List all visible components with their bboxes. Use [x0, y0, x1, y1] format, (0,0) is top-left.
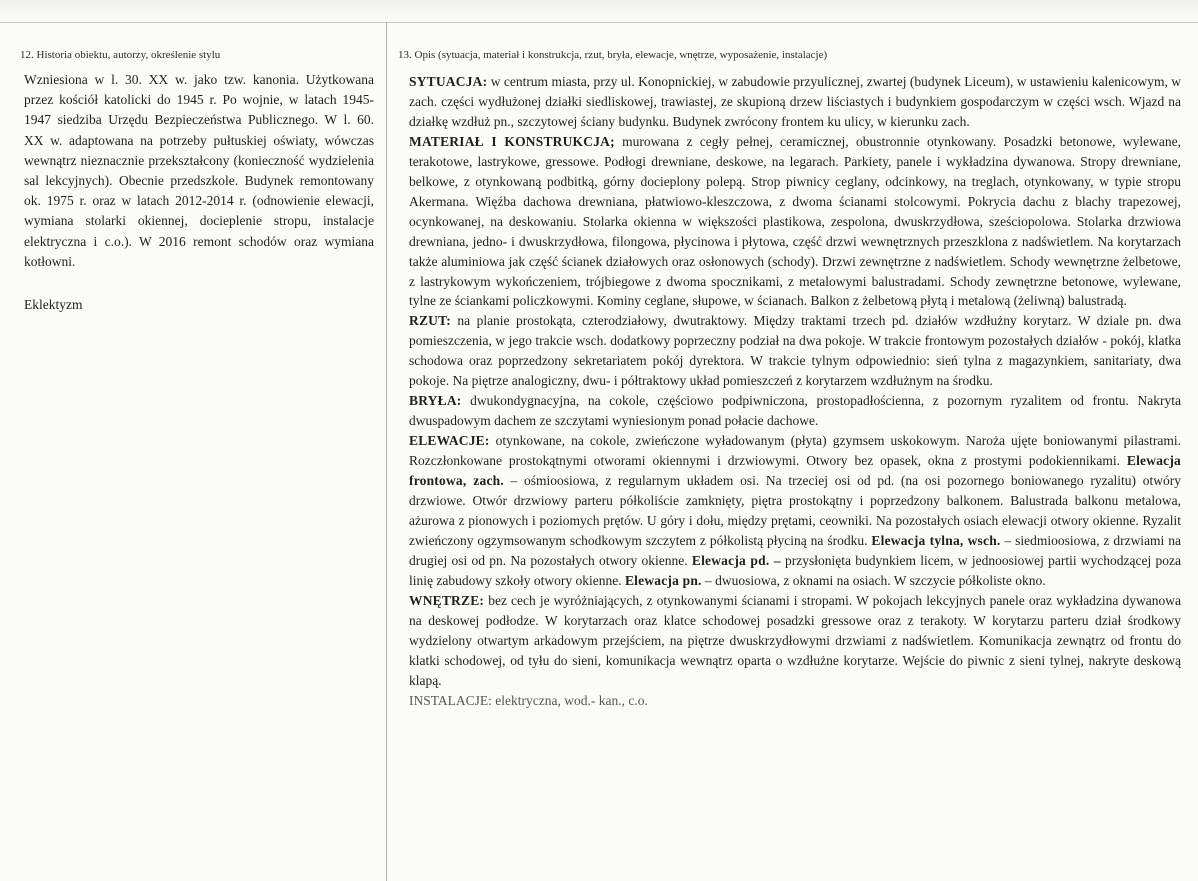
- scan-top-edge: [0, 0, 1198, 20]
- description-heading: 13. Opis (sytuacja, materiał i konstrukcja, rzut, bryła, elewacje, wnętrze, wyposażenie, instalacje): [398, 49, 828, 61]
- section-wnetrze: [409, 591, 1181, 691]
- wnetrze-label: WNĘTRZE:: [409, 592, 485, 608]
- section-rzut: [409, 311, 1181, 391]
- elewacja-pd-label: Elewacja pd. –: [691, 552, 781, 568]
- section-elewacje: [409, 431, 1181, 591]
- rzut-text: na planie prostokąta, czterodziałowy, dwutraktowy. Między traktami trzech pd. działów wzdłużny korytarz. W dziale pn. dwa pomieszczenia, w jego trakcie wsch. dodatkowy poprzeczny podział na dwa pokoje. W trakcie frontowym pozostałych działów - pokój, klatka schodowa oraz poprzedzony sekretariatem pokój dyrektora. W trakcie tylnym odpowiednio: sień tylna z magazynkiem, sanitariaty, dwa pokoje. Na piętrze analogiczny, dwu- i półtraktowy układ pomieszczeń z korytarzem wzdłużnym na środku.: [409, 313, 1181, 389]
- elewacje-label: ELEWACJE:: [409, 433, 490, 449]
- elewacja-pn-label: Elewacja pn.: [624, 572, 702, 588]
- elewacja-frontowa-label: Elewacja frontowa, zach.: [409, 453, 1181, 489]
- description-text: [409, 72, 1181, 711]
- elewacje-text-4: przysłonięta budynkiem licem, w jednoosiowej partii wychodzącej poza linię zabudowy szkoły otwory okienne.: [409, 552, 1181, 588]
- elewacje-text-5: – dwuosiowa, z oknami na osiach. W szczycie półkoliste okno.: [701, 572, 1046, 588]
- history-column: [14, 48, 376, 315]
- material-text: murowana z cegły pełnej, ceramicznej, obustronnie otynkowany. Posadzki betonowe, wylewane, terakotowe, lastrykowe, gressowe. Podłogi drewniane, deskowe, na legarach. Parkiety, panele i wykładzina dywanowa. Stropy drewniane, belkowe, z otynkowaną podbitką, górny docieplony polepą. Strop piwnicy ceglany, odcinkowy, na treglach, otynkowany, w typie stropu Akermana. Więźba dachowa drewniana, płatwiowo-kleszczowa, z dwoma ścianami stolcowymi. Pokrycia dachu z blachy trapezowej, ocynkowanej, na deskowaniu. Stolarka okienna w większości plastikowa, zespolona, dwuskrzydłowa, sześciopolowa. Stolarka drzwiowa drewniana, jedno- i dwuskrzydłowa, filongowa, płycinowa i płytowa, część drzwi wewnętrznych przeszklona z nadświetlem. Na korytarzach także aluminiowa jak część ścianek działowych oraz osłonowych (schody). Drzwi zewnętrzne z nadświetlem. Schody wewnętrzne żelbetowe, z lastrykowym wykończeniem, trójbiegowe z dwoma spocznikami, z metalowymi balustradami. Schody zewnętrzne betonowe, wylewane, tylne ze ściankami policzkowymi. Kominy ceglane, słupowe, w ścianach. Balkon z żelbetową płytą i metalową (żeliwną) balustradą.: [409, 133, 1181, 309]
- style-text: Eklektyzm: [24, 297, 83, 313]
- elewacje-text-2: – ośmioosiowa, z regularnym układem osi. Na trzeciej osi od pd. (na osi pozornego boniowanego ryzalitu) otwóry drzwiowe. Otwór drzwiowy parteru półkoliście zamknięty, piętra prostokątny i poprzedzony balkonem. Balustrada balkonu metalowa, ażurowa z pionowych i poziomych prętów. U góry i dołu, między prętami, ceowniki. Na pozostałych osiach elewacji otwory okienne. Ryzalit zwieńczony ogzymsowanym schodkowym szczytem z półkolistą płyciną na środku.: [409, 473, 1181, 548]
- rzut-label: RZUT:: [409, 313, 452, 329]
- elewacje-text-3: – siedmioosiowa, z drzwiami na drugiej osi od pn. Na pozostałych otwory okienne.: [409, 532, 1181, 568]
- elewacja-tylna-label: Elewacja tylna, wsch.: [871, 532, 1001, 548]
- column-divider: [386, 22, 387, 881]
- table-top-border: [0, 22, 1198, 23]
- elewacje-text-1: otynkowane, na cokole, zwieńczone wyładowanym (płyta) gzymsem uskokowym. Naroża ujęte boniowanymi pilastrami. Rozczłonkowane prostokątnymi otworami okiennymi i drzwiowymi. Otwory bez opasek, okna z prostymi podokiennikami.: [409, 433, 1181, 469]
- history-heading: 12. Historia obiektu, autorzy, określenie stylu: [20, 49, 221, 61]
- section-bryla: [409, 391, 1181, 431]
- bryla-label: BRYŁA:: [409, 393, 462, 409]
- section-instalacje: INSTALACJE: elektryczna, wod.- kan., c.o.: [409, 692, 648, 708]
- sytuacja-text: w centrum miasta, przy ul. Konopnickiej, w zabudowie przyulicznej, zwartej (budynek Liceum), w ustawieniu kalenicowym, w zach. części wydłużonej działki siedliskowej, trawiastej, ze skupioną drzew liściastych i budynkiem gospodarczym w części wsch. Wjazd na działkę wzdłuż pn., szczytowej ściany budynku. Budynek zwrócony frontem ku ulicy, w kierunku zach.: [409, 74, 1181, 129]
- history-text: Wzniesiona w l. 30. XX w. jako tzw. kanonia. Użytkowana przez kościół katolicki do 1945 r. Po wojnie, w latach 1945-1947 siedziba Urzędu Bezpieczeństwa Publicznego. W l. 60. XX w. adaptowana na potrzeby pułtuskiej oświaty, wówczas wewnątrz nieznacznie przekształcony (konieczność wydzielenia sal lekcyjnych). Obecnie przedszkole. Budynek remontowany ok. 1975 r. oraz w latach 2012-2014 r. (odnowienie elewacji, wymiana stolarki okiennej, docieplenie stropu, instalacje elektryczna i c.o.). W 2016 remont schodów oraz wymiana kotłowni.: [24, 72, 374, 269]
- section-material: [409, 132, 1181, 312]
- wnetrze-text: bez cech je wyróżniających, z otynkowanymi ścianami i stropami. W pokojach lekcyjnych panele oraz wykładzina dywanowa na deskowej podłodze. W korytarzach oraz klatce schodowej posadzki gressowe oraz z terakoty. W korytarzu parteru dział środkowy wydzielony otwartym arkadowym przejściem, na piętrze dwuskrzydłowymi drzwiami z nadświetlem. Komunikacja zewnątrz od frontu do klatki schodowej, od tyłu do sieni, komunikacja wewnątrz oparta o wzdłużne korytarze. Wejście do piwnic z sieni tylnej, nakryte deskową klapą.: [409, 592, 1181, 688]
- section-sytuacja: [409, 72, 1181, 132]
- bryla-text: dwukondygnacyjna, na cokole, częściowo podpiwniczona, prostopadłościenna, z pozornym ryzalitem od frontu. Nakryta dwuspadowym dachem ze szczytami wyniesionym ponad połacie dachowe.: [409, 393, 1181, 429]
- sytuacja-label: SYTUACJA:: [409, 74, 488, 89]
- description-column: [398, 48, 1188, 711]
- material-label: MATERIAŁ I KONSTRUKCJA;: [409, 133, 615, 149]
